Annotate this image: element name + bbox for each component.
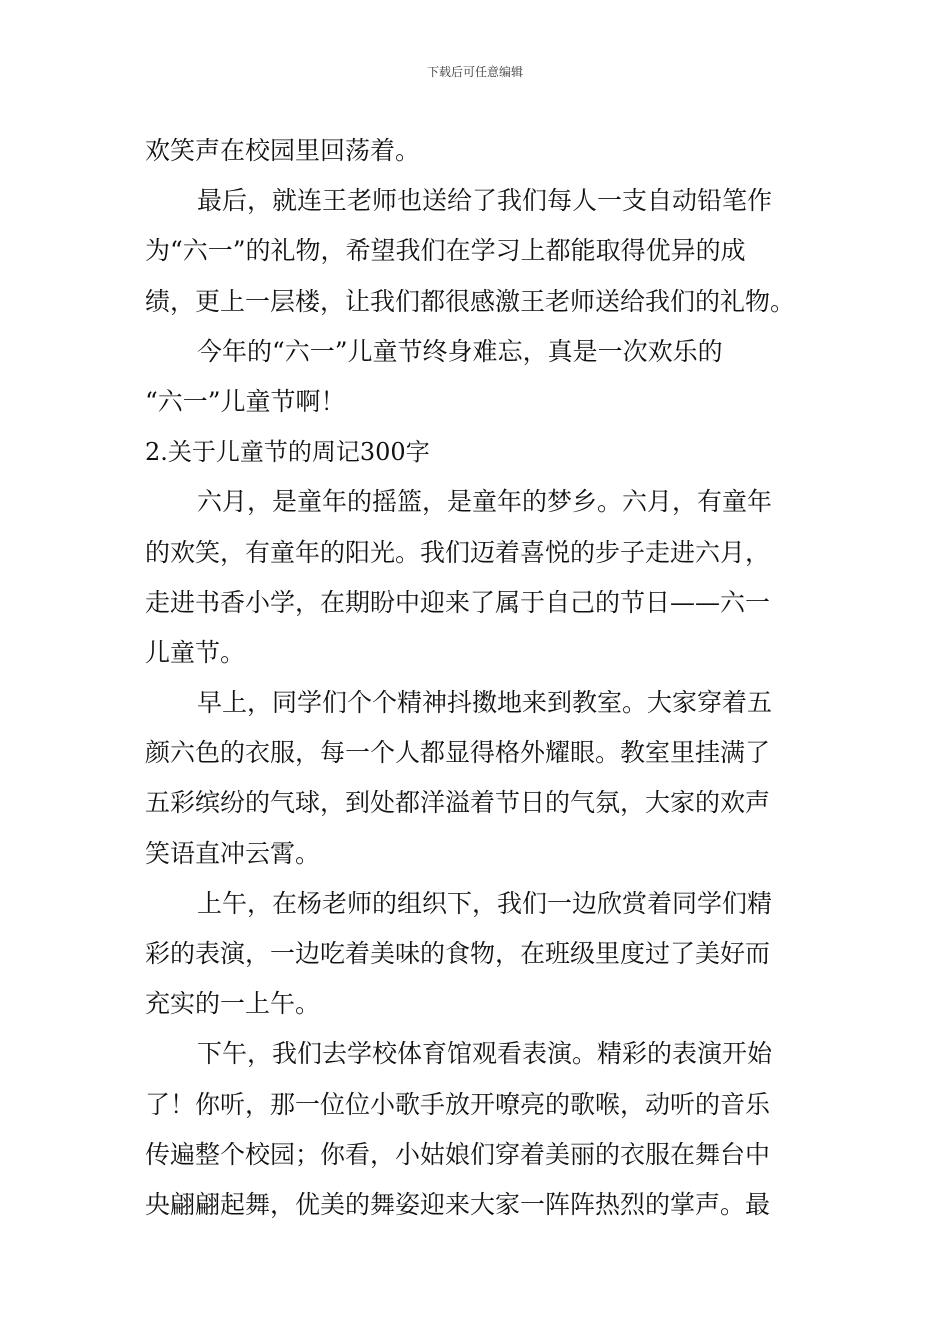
text-line: 笑语直冲云霄。 xyxy=(145,838,321,868)
text-line: 走进书香小学，在期盼中迎来了属于自己的节日——六一 xyxy=(145,587,771,617)
text-line: 儿童节。 xyxy=(145,637,246,667)
text-line: 颜六色的衣服，每一个人都显得格外耀眼。教室里挂满了 xyxy=(145,738,771,768)
text-line: 五彩缤纷的气球，到处都洋溢着节日的气氛，大家的欢声 xyxy=(145,788,771,818)
text-line: 最后，就连王老师也送给了我们每人一支自动铅笔作 xyxy=(197,186,773,216)
text-line: 早上，同学们个个精神抖擞地来到教室。大家穿着五 xyxy=(197,688,773,718)
text-line: “六一”儿童节啊！ xyxy=(145,386,346,416)
text-line: 的欢笑，有童年的阳光。我们迈着喜悦的步子走进六月， xyxy=(145,537,771,567)
text-line: 欢笑声在校园里回荡着。 xyxy=(145,136,421,165)
text-line: 央翩翩起舞，优美的舞姿迎来大家一阵阵热烈的掌声。最 xyxy=(145,1189,771,1219)
text-line: 充实的一上午。 xyxy=(145,989,321,1019)
text-line: 今年的“六一”儿童节终身难忘，真是一次欢乐的 xyxy=(197,336,723,366)
text-line: 了！你听，那一位位小歌手放开嘹亮的歌喉，动听的音乐 xyxy=(145,1089,771,1119)
text-line: 下午，我们去学校体育馆观看表演。精彩的表演开始 xyxy=(197,1039,773,1069)
text-line: 为“六一”的礼物，希望我们在学习上都能取得优异的成 xyxy=(145,236,746,266)
text-line: 彩的表演，一边吃着美味的食物，在班级里度过了美好而 xyxy=(145,939,771,968)
section-heading: 2.关于儿童节的周记300字 xyxy=(145,438,430,467)
text-line: 传遍整个校园；你看，小姑娘们穿着美丽的衣服在舞台中 xyxy=(145,1139,771,1169)
text-line: 绩，更上一层楼，让我们都很感激王老师送给我们的礼物。 xyxy=(145,286,796,316)
document-body xyxy=(145,126,810,1230)
text-line: 上午，在杨老师的组织下，我们一边欣赏着同学们精 xyxy=(197,888,773,918)
text-line: 六月，是童年的摇篮，是童年的梦乡。六月，有童年 xyxy=(197,487,773,517)
page-header-note: 下载后可任意编辑 xyxy=(426,65,523,79)
